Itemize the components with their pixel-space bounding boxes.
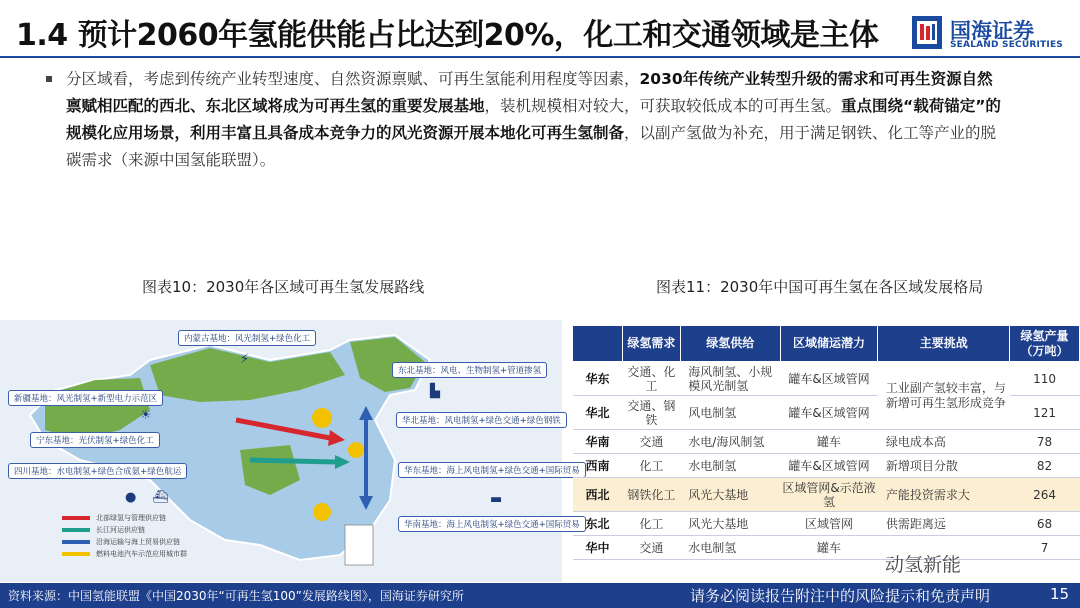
page-title: 1.4 预计2060年氢能供能占比达到20%，化工和交通领域是主体 bbox=[16, 18, 879, 53]
map-legend bbox=[62, 512, 187, 560]
header bbox=[0, 0, 1080, 62]
route-yangtze-teal bbox=[250, 460, 335, 462]
south-sea-inset bbox=[345, 525, 373, 565]
tag-xinjiang: 新疆基地：风光制氢+新型电力示范区 bbox=[8, 390, 163, 406]
logo-text-cn: 国海证券 bbox=[950, 19, 1034, 43]
legend-swatch bbox=[62, 540, 90, 544]
legend-item-teal: 长江河运供应链 bbox=[62, 524, 187, 536]
paragraph-bold-2: 重点围绕“载荷锚定”的规模化应用场景，利用丰富且具备成本竞争力的风光资源开展本地化可再生氢制备 bbox=[66, 97, 1001, 142]
table-header-row bbox=[573, 326, 1080, 362]
header-supply: 绿氢供给 bbox=[680, 326, 780, 362]
table-row: 东北 化工 风光大基地 区域管网 供需距离远 68 bbox=[573, 512, 1080, 536]
paragraph-text-1: 分区域看，考虑到传统产业转型速度、自然资源禀赋、可再生氢能利用程度等因素， bbox=[66, 70, 640, 88]
header-output: 绿氢产量（万吨） bbox=[1010, 326, 1080, 362]
header-region bbox=[573, 326, 623, 362]
table-row: 西南 化工 水电制氢 罐车&区域管网 新增项目分散 82 bbox=[573, 454, 1080, 478]
figure-caption-left: 图表10：2030年各区域可再生氢发展路线 bbox=[142, 278, 425, 296]
table-row: 华北 交通、钢铁 风电制氢 罐车&区域管网 121 bbox=[573, 396, 1080, 430]
table-row: 华中 交通 水电制氢 罐车 7 bbox=[573, 536, 1080, 560]
paragraph-text-3: ，以副产氢做为补充，用于满足钢铁、化工等产业的脱碳需求（来源中国氢能联盟）。 bbox=[66, 124, 997, 169]
disclaimer-text: 请务必阅读报告附注中的风险提示和免责声明 bbox=[690, 587, 991, 605]
tag-ningdong: 宁东基地：光伏制氢+绿色化工 bbox=[30, 432, 160, 448]
tag-huanan: 华南基地：海上风电制氢+绿色交通+国际贸易 bbox=[398, 516, 586, 532]
water-drop-icon: ● bbox=[125, 490, 137, 505]
sealand-logo-icon bbox=[912, 14, 942, 50]
wind-turbine-icon: ⚡ bbox=[240, 352, 250, 367]
tag-huadong: 华东基地：海上风电制氢+绿色交通+国际贸易 bbox=[398, 462, 586, 478]
header-demand: 绿氢需求 bbox=[622, 326, 680, 362]
regional-hydrogen-table bbox=[572, 325, 1080, 560]
paragraph-text-2: ，装机规模相对较大，可获取较低成本的可再生氢。 bbox=[484, 97, 842, 115]
watermark-text: 动氢新能 bbox=[885, 554, 962, 576]
car-icon: ▬ bbox=[490, 492, 503, 507]
legend-item-red: 北部绿氢与管理供应链 bbox=[62, 512, 187, 524]
legend-item-blue: 沿海运输与海上贸易供应链 bbox=[62, 536, 187, 548]
factory-icon: ▙ bbox=[430, 384, 440, 399]
summary-paragraph bbox=[66, 66, 1006, 174]
tag-huabei: 华北基地：风电制氢+绿色交通+绿色钢铁 bbox=[396, 412, 567, 428]
company-logo bbox=[912, 14, 1072, 54]
legend-swatch bbox=[62, 516, 90, 520]
page-number: 15 bbox=[1050, 585, 1070, 603]
table-row: 华东 交通、化工 海风制氢、小规模风光制氢 罐车&区域管网 工业副产氢较丰富，与新增可再生氢形成竞争 110 bbox=[573, 362, 1080, 396]
ship-icon: ⛴ bbox=[152, 490, 169, 505]
header-challenge: 主要挑战 bbox=[878, 326, 1010, 362]
table-row: 华南 交通 水电/海风制氢 罐车 绿电成本高 78 bbox=[573, 430, 1080, 454]
region-huabei-highlight bbox=[312, 408, 332, 428]
paragraph-bold-1: 2030年传统产业转型升级的需求和可再生资源自然禀赋相匹配的西北、东北区域将成为可再生氢的重要发展基地 bbox=[66, 70, 993, 115]
region-huanan-highlight bbox=[313, 503, 331, 521]
legend-swatch bbox=[62, 552, 90, 556]
bullet-marker bbox=[46, 76, 52, 82]
tag-neimenggu: 内蒙古基地：风光制氢+绿色化工 bbox=[178, 330, 316, 346]
source-note: 资料来源：中国氢能联盟《中国2030年“可再生氢100”发展路线图》，国海证券研究所 bbox=[8, 589, 464, 603]
sun-icon: ☀ bbox=[140, 408, 152, 423]
region-huadong-highlight bbox=[348, 442, 364, 458]
legend-swatch bbox=[62, 528, 90, 532]
table-row-highlight: 西北 钢铁化工 风光大基地 区域管网&示范液氢 产能投资需求大 264 bbox=[573, 478, 1080, 512]
tag-dongbei: 东北基地：风电、生物制氢+管道掺氢 bbox=[392, 362, 547, 378]
header-storage: 区域储运潜力 bbox=[780, 326, 878, 362]
legend-item-yellow: 燃料电池汽车示范应用城市群 bbox=[62, 548, 187, 560]
tag-sichuan: 四川基地：水电制氢+绿色合成氨+绿色航运 bbox=[8, 463, 187, 479]
figure-caption-right: 图表11：2030年中国可再生氢在各区域发展格局 bbox=[656, 278, 984, 296]
logo-text-en: SEALAND SECURITIES bbox=[950, 40, 1063, 50]
title-underline bbox=[0, 56, 1080, 58]
